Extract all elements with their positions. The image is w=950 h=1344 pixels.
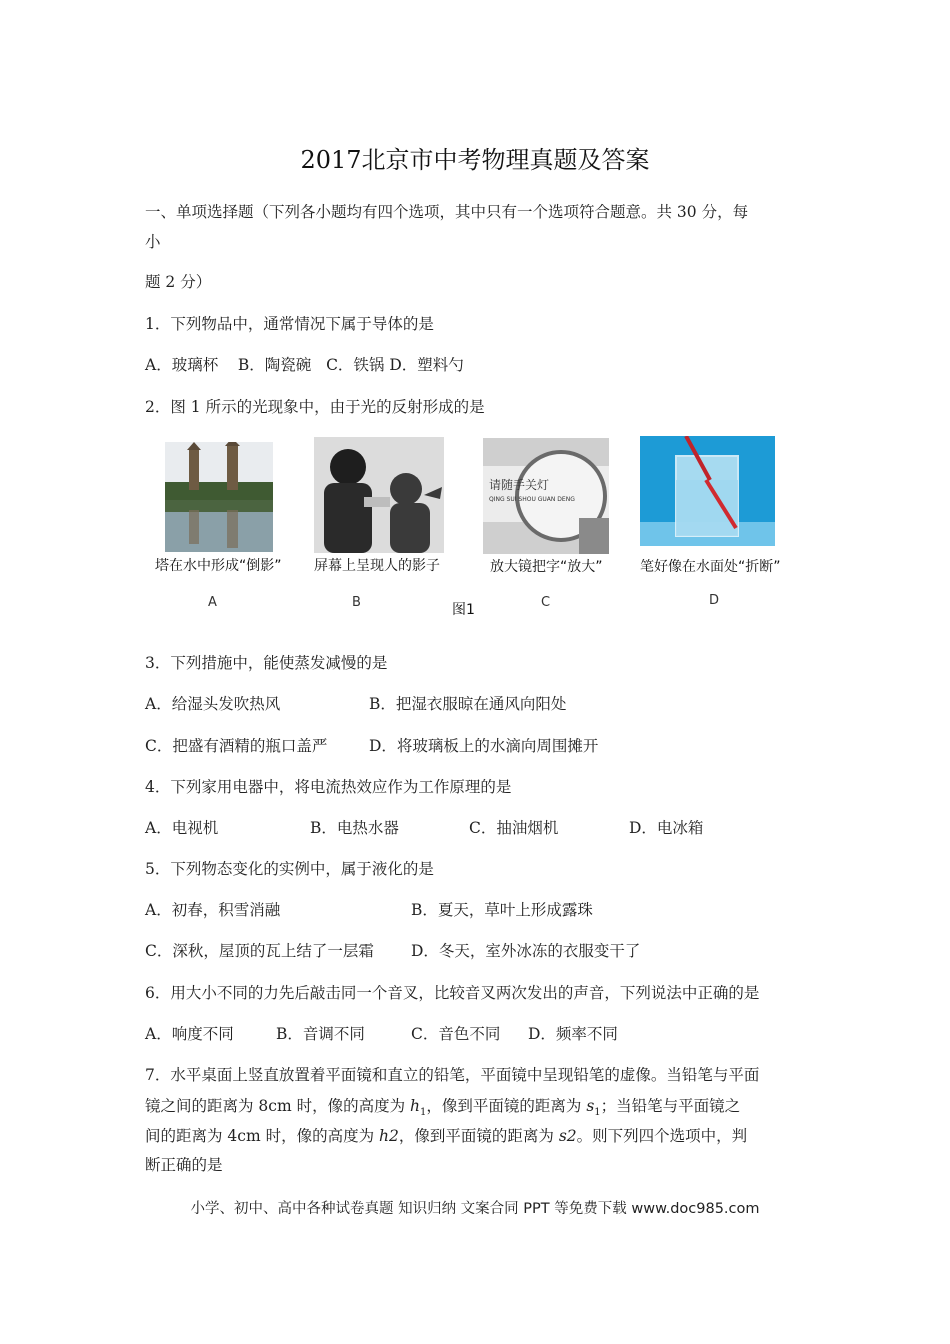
q4-option-a: A．电视机	[145, 819, 219, 837]
q5-option-c: C．深秋，屋顶的瓦上结了一层霜	[145, 942, 374, 960]
q7-line3-part1: 间的距离为 4cm 时，像的高度为	[145, 1127, 380, 1145]
q3-option-d: D．将玻璃板上的水滴向周围摊开	[369, 737, 599, 755]
figure-image-c-magnifier	[483, 438, 609, 554]
magnifier-sign-text: 请随手关灯	[489, 478, 550, 492]
q7-line2-part3: ；当铅笔与平面镜之	[600, 1097, 741, 1115]
figure-caption-d: 笔好像在水面处“折断”	[640, 559, 781, 575]
q5-option-d: D．冬天，室外冰冻的衣服变干了	[411, 942, 641, 960]
q3-options-row1	[145, 692, 825, 714]
q7-line1: 7．水平桌面上竖直放置着平面镜和直立的铅笔，平面镜中呈现铅笔的虚像。当铅笔与平面	[145, 1066, 760, 1084]
q3-option-c: C．把盛有酒精的瓶口盖严	[145, 737, 328, 755]
figure-image-a-pagoda-reflection	[165, 442, 273, 552]
q7-line3	[145, 1124, 747, 1146]
q3-stem: 3．下列措施中，能使蒸发减慢的是	[145, 654, 388, 672]
figure-caption-c: 放大镜把字“放大”	[490, 559, 603, 575]
q7-line2	[145, 1094, 740, 1118]
q5-options-row2	[145, 939, 825, 961]
q1-stem: 1．下列物品中，通常情况下属于导体的是	[145, 315, 434, 333]
figure-letter-a: A	[208, 595, 217, 610]
q7-line3-part3: 。则下列四个选项中，判	[576, 1127, 748, 1145]
q3-option-a: A．给湿头发吹热风	[145, 695, 281, 713]
q7-var-s2: s2	[558, 1127, 577, 1145]
q6-option-b: B．音调不同	[276, 1025, 365, 1043]
q1-options: A．玻璃杯 B．陶瓷碗 C．铁锅 D．塑料勺	[145, 356, 464, 374]
figure-letter-b: B	[352, 595, 361, 610]
q7-line2-part2: ，像到平面镜的距离为	[426, 1097, 587, 1115]
section-heading-line1: 一、单项选择题（下列各小题均有四个选项，其中只有一个选项符合题意。共 30 分，每	[145, 203, 749, 221]
q7-var-s1-sub: 1	[594, 1107, 601, 1119]
q6-option-a: A．响度不同	[145, 1025, 234, 1043]
figure-label: 图1	[452, 602, 475, 618]
q4-options	[145, 816, 825, 838]
footer-text: 小学、初中、高中各种试卷真题 知识归纳 文案合同 PPT 等免费下载 www.doc985.com	[190, 1201, 760, 1217]
q5-stem: 5．下列物态变化的实例中，属于液化的是	[145, 860, 434, 878]
figure-image-d-pencil-in-water	[640, 436, 775, 546]
q7-var-h2: h2	[379, 1127, 399, 1145]
section-heading-line2: 小	[145, 233, 161, 251]
q5-option-b: B．夏天，草叶上形成露珠	[411, 901, 593, 919]
figure-letter-c: C	[541, 595, 551, 610]
q3-option-b: B．把湿衣服晾在通风向阳处	[369, 695, 567, 713]
page-title: 2017北京市中考物理真题及答案	[300, 146, 650, 174]
q6-option-d: D．频率不同	[528, 1025, 618, 1043]
q6-options	[145, 1022, 825, 1044]
figure-letter-d: D	[709, 593, 720, 608]
q6-stem: 6．用大小不同的力先后敲击同一个音叉，比较音叉两次发出的声音，下列说法中正确的是	[145, 984, 760, 1002]
magnifier-sign-subtext: QING SUI SHOU GUAN DENG	[489, 496, 575, 503]
q6-option-c: C．音色不同	[411, 1025, 501, 1043]
q5-option-a: A．初春，积雪消融	[145, 901, 281, 919]
q7-line2-part1: 镜之间的距离为 8cm 时，像的高度为	[145, 1097, 411, 1115]
q4-option-b: B．电热水器	[310, 819, 399, 837]
q4-option-d: D．电冰箱	[629, 819, 704, 837]
figure-image-b-shadow	[314, 437, 444, 553]
q4-option-c: C．抽油烟机	[469, 819, 559, 837]
q4-stem: 4．下列家用电器中，将电流热效应作为工作原理的是	[145, 778, 512, 796]
q7-line4: 断正确的是	[145, 1156, 223, 1174]
q7-var-s1: s	[586, 1097, 595, 1115]
section-heading-line3: 题 2 分）	[145, 273, 212, 291]
figure-caption-b: 屏幕上呈现人的影子	[314, 558, 440, 574]
q2-stem: 2．图 1 所示的光现象中，由于光的反射形成的是	[145, 398, 485, 416]
q7-line3-part2: ，像到平面镜的距离为	[398, 1127, 559, 1145]
q3-options-row2	[145, 734, 825, 756]
figure-caption-a: 塔在水中形成“倒影”	[155, 558, 282, 574]
q7-var-h1-sub: 1	[420, 1107, 427, 1119]
q7-var-h1: h	[410, 1097, 421, 1115]
q5-options-row1	[145, 898, 825, 920]
